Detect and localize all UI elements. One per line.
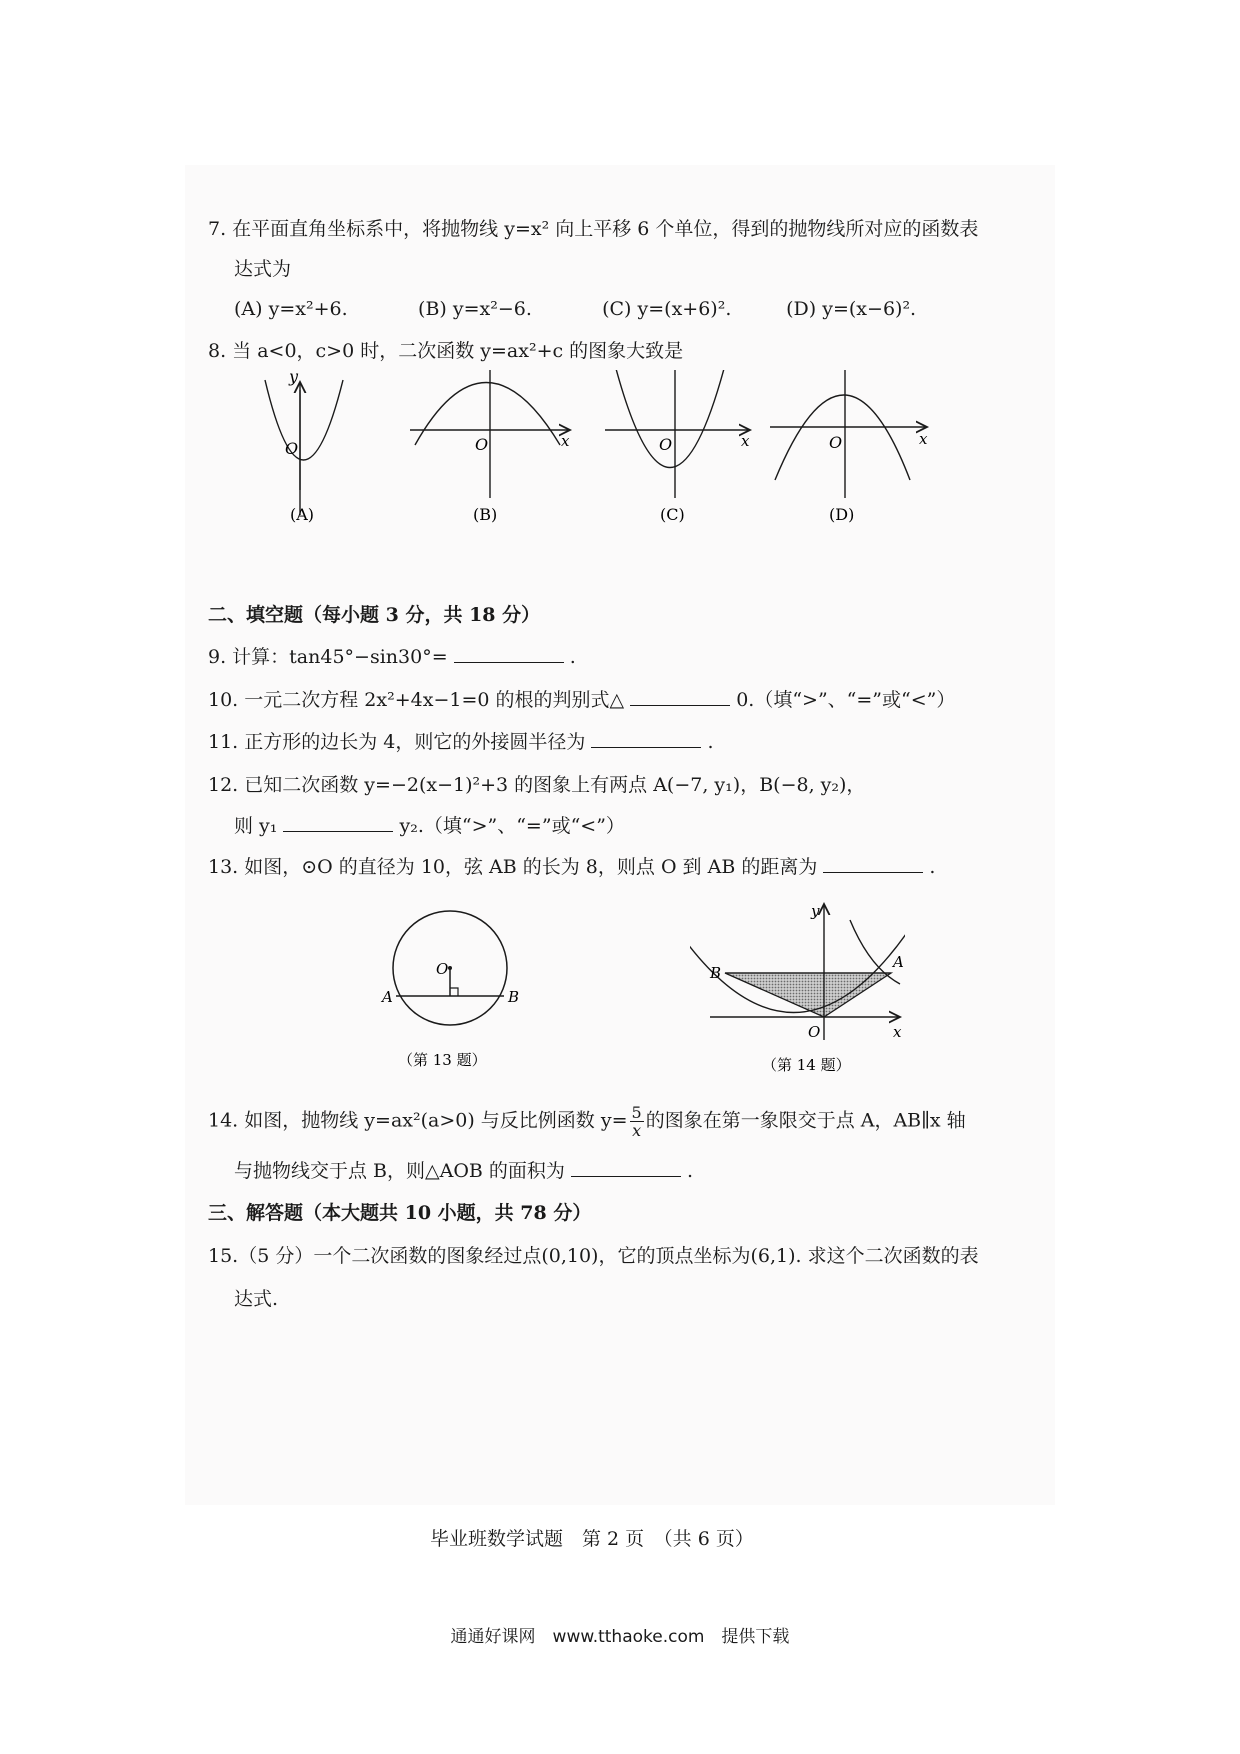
fig13-b: B xyxy=(508,988,520,1006)
graph-c xyxy=(605,370,750,524)
q7-option-b: (B) y=x²−6. xyxy=(418,298,532,320)
site-watermark: 通通好课网 www.tthaoke.com 提供下载 xyxy=(450,1627,790,1647)
figure-14 xyxy=(690,890,905,1080)
q8-text: 8. 当 a<0，c>0 时，二次函数 y=ax²+c 的图象大致是 xyxy=(208,340,684,362)
q9-answer-blank[interactable] xyxy=(454,644,564,663)
graph-b-x: x xyxy=(561,432,570,450)
fig13-a: A xyxy=(382,988,393,1006)
fig13-o: O xyxy=(436,960,449,978)
q11-answer-blank[interactable] xyxy=(591,729,701,748)
q14-line1 xyxy=(208,1104,966,1139)
q12-line1: 12. 已知二次函数 y=−2(x−1)²+3 的图象上有两点 A(−7, y₁)，B(−8, y₂)， xyxy=(208,774,866,796)
graph-b xyxy=(410,370,570,524)
graph-a-origin: O xyxy=(285,439,299,458)
q7-line2: 达式为 xyxy=(234,258,292,280)
graph-c-x: x xyxy=(741,432,750,450)
q10-answer-blank[interactable] xyxy=(630,687,730,706)
q14-answer-blank[interactable] xyxy=(571,1158,681,1177)
q13-end: . xyxy=(929,856,936,878)
q7-option-d: (D) y=(x−6)². xyxy=(786,298,917,320)
fig14-caption: （第 14 题） xyxy=(762,1056,851,1074)
fig14-y: y xyxy=(811,902,820,920)
q15-line1: 15.（5 分）一个二次函数的图象经过点(0,10)，它的顶点坐标为(6,1). 求这个二次函数的表 xyxy=(208,1245,979,1267)
fig14-x: x xyxy=(893,1023,902,1041)
q9-text: 9. 计算：tan45°−sin30°= xyxy=(208,646,448,668)
graph-d-origin: O xyxy=(829,433,843,452)
q10 xyxy=(208,687,955,713)
q12-line2 xyxy=(234,813,625,839)
q13-answer-blank[interactable] xyxy=(823,854,923,873)
graph-b-label: (B) xyxy=(473,505,498,524)
q15-line2: 达式. xyxy=(234,1288,279,1310)
graph-d xyxy=(770,370,928,524)
q14-line2 xyxy=(234,1158,693,1184)
q13-text: 13. 如图，⊙O 的直径为 10，弦 AB 的长为 8，则点 O 到 AB 的距离为 xyxy=(208,856,818,878)
q14-fraction xyxy=(630,1104,644,1139)
q14-text-a: 14. 如图，抛物线 y=ax²(a>0) 与反比例函数 y= xyxy=(208,1109,628,1132)
q7-options xyxy=(234,296,916,322)
q7-option-a: (A) y=x²+6. xyxy=(234,298,348,320)
q10-text: 10. 一元二次方程 2x²+4x−1=0 的根的判别式△ xyxy=(208,689,625,711)
section2-title: 二、填空题（每小题 3 分，共 18 分） xyxy=(208,604,541,626)
q8-graphs xyxy=(215,370,1015,580)
graph-d-x: x xyxy=(919,430,928,448)
q9 xyxy=(208,644,576,670)
fig14-a: A xyxy=(893,953,904,971)
q11 xyxy=(208,729,714,755)
fig14-b: B xyxy=(710,964,722,982)
q14-text-b: 的图象在第一象限交于点 A，AB∥x 轴 xyxy=(645,1109,966,1132)
q9-end: . xyxy=(569,646,576,668)
q12-y1: 则 y₁ xyxy=(234,815,278,837)
q7-line1: 7. 在平面直角坐标系中，将抛物线 y=x² 向上平移 6 个单位，得到的抛物线所对应的函数表 xyxy=(208,218,979,240)
figure-13 xyxy=(370,910,540,1075)
q11-text: 11. 正方形的边长为 4，则它的外接圆半径为 xyxy=(208,731,586,753)
q13 xyxy=(208,854,935,880)
q14-text-c: 与抛物线交于点 B，则△AOB 的面积为 xyxy=(234,1160,565,1182)
graph-b-origin: O xyxy=(475,435,489,454)
fig14-o: O xyxy=(808,1023,821,1041)
graph-c-label: (C) xyxy=(660,505,685,524)
page-footer: 毕业班数学试题 第 2 页 （共 6 页） xyxy=(430,1528,754,1550)
graph-a-label: (A) xyxy=(290,505,315,524)
q14-frac-den: x xyxy=(632,1121,642,1140)
q10-end: 0.（填“>”、“=”或“<”） xyxy=(736,689,956,711)
graph-a-y: y xyxy=(289,370,299,386)
graph-c-origin: O xyxy=(659,435,673,454)
q14-frac-num: 5 xyxy=(631,1103,642,1122)
q11-end: . xyxy=(707,731,714,753)
fig13-caption: （第 13 题） xyxy=(398,1051,487,1069)
graph-a xyxy=(265,370,343,524)
section3-title: 三、解答题（本大题共 10 小题，共 78 分） xyxy=(208,1202,592,1224)
q14-end: . xyxy=(687,1160,694,1182)
graph-d-label: (D) xyxy=(829,505,855,524)
q12-answer-blank[interactable] xyxy=(283,813,393,832)
q7-option-c: (C) y=(x+6)². xyxy=(602,298,732,320)
q12-end: y₂.（填“>”、“=”或“<”） xyxy=(399,815,625,837)
